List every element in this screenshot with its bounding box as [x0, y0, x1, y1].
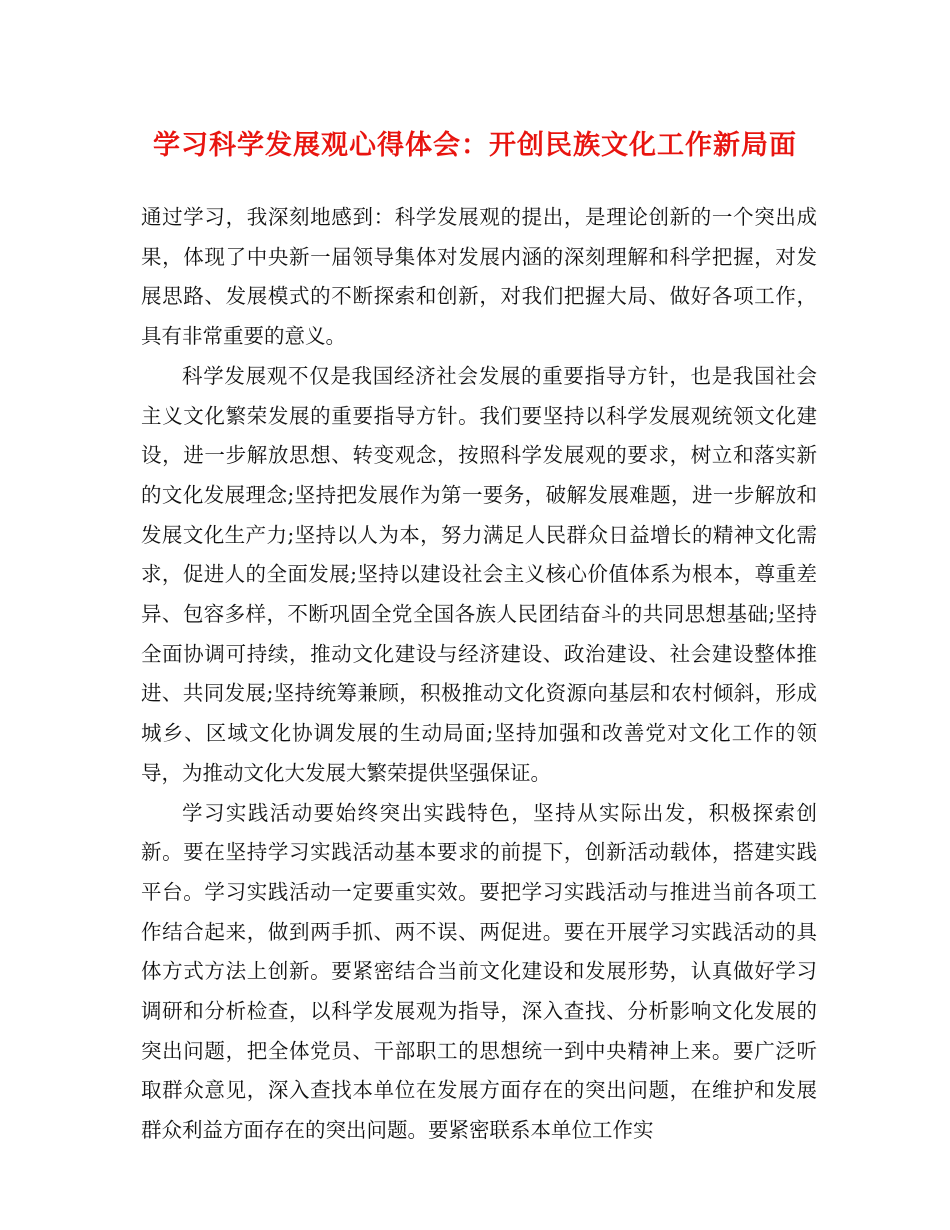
paragraph-1: 通过学习，我深刻地感到：科学发展观的提出，是理论创新的一个突出成果，体现了中央新一届领导集体对发展内涵的深刻理解和科学把握，对发展思路、发展模式的不断探索和创新，对我们把握大局、做好各项工作，具有非常重要的意义。 — [141, 205, 817, 349]
paragraph-2: 科学发展观不仅是我国经济社会发展的重要指导方针，也是我国社会主义文化繁荣发展的重要指导方针。我们要坚持以科学发展观统领文化建设，进一步解放思想、转变观念，按照科学发展观的要求，树立和落实新的文化发展理念;坚持把发展作为第一要务，破解发展难题，进一步解放和发展文化生产力;坚持以人为本，努力满足人民群众日益增长的精神文化需求，促进人的全面发展;坚持以建设社会主义核心价值体系为根本，尊重差异、包容多样，不断巩固全党全国各族人民团结奋斗的共同思想基础;坚持全面协调可持续，推动文化建设与经济建设、政治建设、社会建设整体推进、共同发展;坚持统筹兼顾，积极推动文化资源向基层和农村倾斜，形成城乡、区域文化协调发展的生动局面;坚持加强和改善党对文化工作的领导，为推动文化大发展大繁荣提供坚强保证。 — [141, 363, 817, 785]
document-body — [141, 198, 817, 1151]
document-title: 学习科学发展观心得体会：开创民族文化工作新局面 — [153, 130, 797, 161]
paragraph-3: 学习实践活动要始终突出实践特色，坚持从实际出发，积极探索创新。要在坚持学习实践活动基本要求的前提下，创新活动载体，搭建实践平台。学习实践活动一定要重实效。要把学习实践活动与推进当前各项工作结合起来，做到两手抓、两不误、两促进。要在开展学习实践活动的具体方式方法上创新。要紧密结合当前文化建设和发展形势，认真做好学习调研和分析检查，以科学发展观为指导，深入查找、分析影响文化发展的突出问题，把全体党员、干部职工的思想统一到中央精神上来。要广泛听取群众意见，深入查找本单位在发展方面存在的突出问题，在维护和发展群众利益方面存在的突出问题。要紧密联系本单位工作实 — [141, 800, 817, 1143]
